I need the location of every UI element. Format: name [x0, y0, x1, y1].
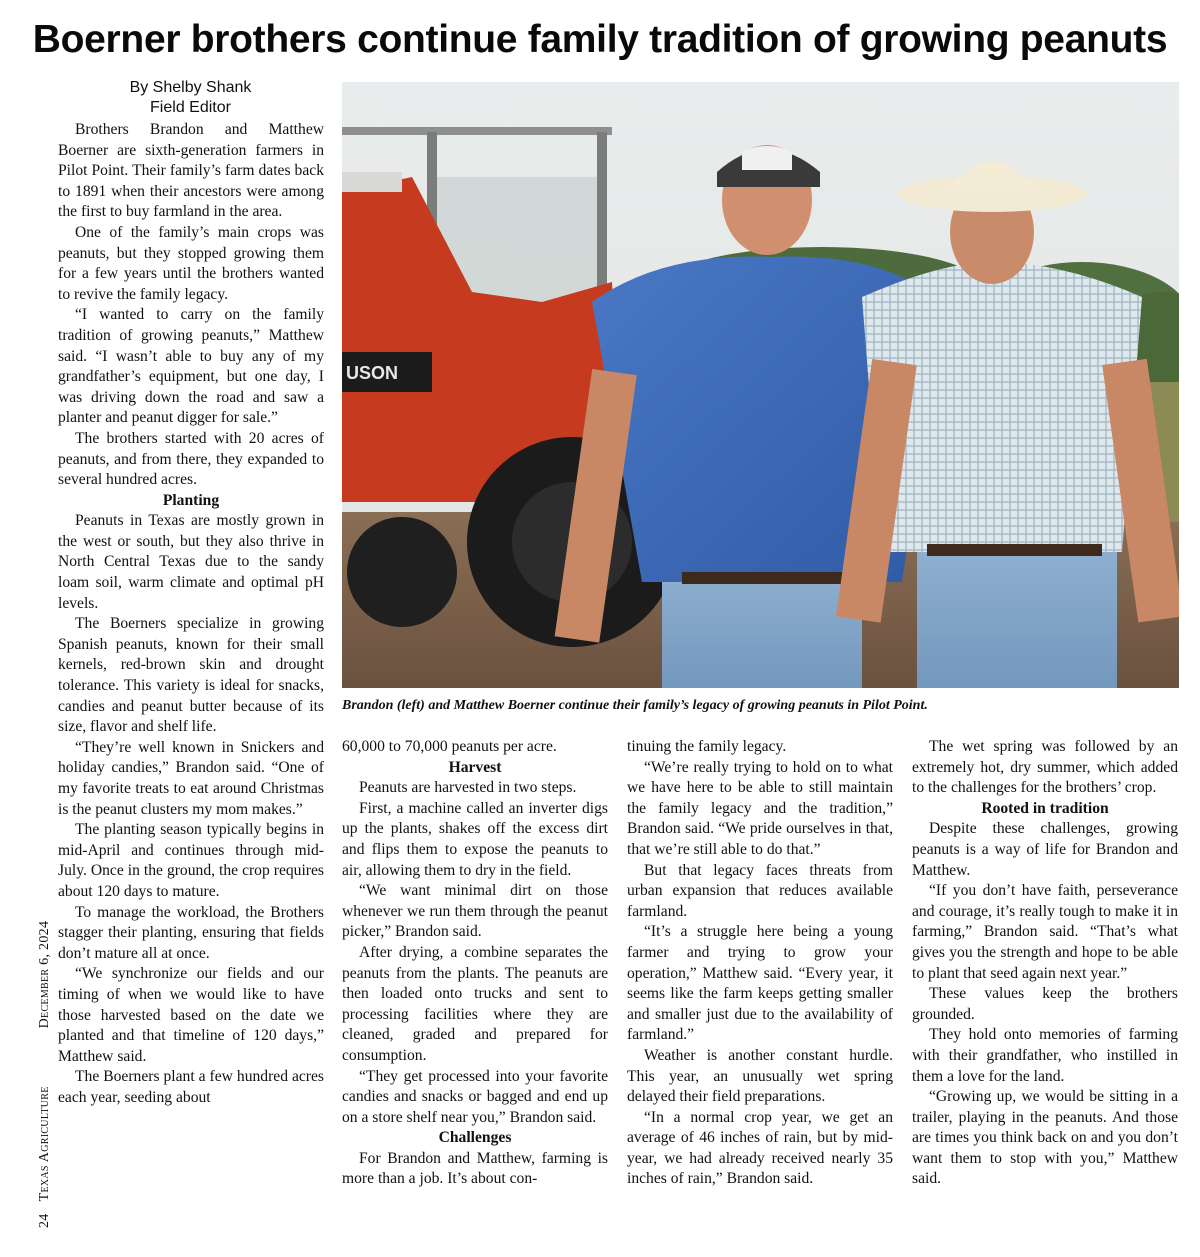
article-paragraph: They hold onto memories of farming with their grandfather, who instilled in them a love for the land.	[912, 1026, 1178, 1085]
article-paragraph: “They’re well known in Snickers and holiday candies,” Brandon said. “One of my favorite treats to eat around Christmas is the peanut clusters my mom makes.”	[58, 738, 324, 818]
section-heading: Rooted in tradition	[981, 799, 1109, 817]
byline-author: By Shelby Shank	[129, 79, 252, 96]
article-paragraph: “Growing up, we would be sitting in a trailer, playing in the peanuts. And those are times you think back on and you don’t want them to stop with you,” Matthew said.	[912, 1088, 1178, 1188]
article-paragraph: “I wanted to carry on the family tradition of growing peanuts,” Matthew said. “I wasn’t able to buy any of my grandfather’s equipment, but one day, I was driving down the road and saw a planter and peanut digger for sale.”	[58, 306, 324, 427]
article-paragraph: “They get processed into your favorite candies and snacks or bagged and end up on a store shelf near you,” Brandon said.	[342, 1067, 608, 1126]
article-paragraph: For Brandon and Matthew, farming is more than a job. It’s about con-	[342, 1149, 608, 1188]
article-paragraph: To manage the workload, the Brothers stagger their planting, ensuring that fields don’t mature all at once.	[58, 903, 324, 962]
article-paragraph: The Boerners specialize in growing Spanish peanuts, known for their small kernels, red-brown skin and drought tolerance. This variety is ideal for snacks, candies and peanut butter because of its size, flavor and shelf life.	[58, 615, 324, 736]
section-heading: Harvest	[448, 758, 502, 776]
article-paragraph: But that legacy faces threats from urban expansion that reduces available farmland.	[627, 861, 893, 920]
article-paragraph: “It’s a struggle here being a young farmer and trying to grow your operation,” Matthew said. “Every year, it seems like the farm keeps getting smaller and smaller just due to the availability of farmland.”	[627, 923, 893, 1044]
article-paragraph: One of the family’s main crops was peanuts, but they stopped growing them for a few years until the brothers wanted to revive the family legacy.	[58, 223, 324, 303]
article-column-4	[912, 737, 1178, 1190]
article-paragraph: The wet spring was followed by an extremely hot, dry summer, which added to the challenges for the brothers’ crop.	[912, 738, 1178, 797]
article-paragraph: First, a machine called an inverter digs up the plants, shakes off the excess dirt and flips them to expose the peanuts to air, allowing them to dry in the field.	[342, 799, 608, 879]
article-paragraph: Despite these challenges, growing peanuts is a way of life for Brandon and Matthew.	[912, 820, 1178, 879]
article-column-2	[342, 737, 608, 1190]
page-footer-text	[37, 921, 53, 1228]
publication-name: Texas Agriculture	[37, 1086, 52, 1202]
article-paragraph: These values keep the brothers grounded.	[912, 985, 1178, 1023]
headline: Boerner brothers continue family tradition of growing peanuts	[32, 18, 1168, 61]
page-footer-vertical	[37, 880, 57, 1230]
feature-photo	[342, 82, 1179, 688]
section-heading: Planting	[162, 491, 220, 509]
article-column-1	[58, 120, 324, 1109]
article-paragraph: “In a normal crop year, we get an average of 46 inches of rain, but by mid-year, we had already received nearly 35 inches of rain,” Brandon said.	[627, 1108, 893, 1188]
page-number: 24	[37, 1213, 52, 1228]
article-paragraph: Peanuts in Texas are mostly grown in the west or south, but they also thrive in North Central Texas due to the sandy loam soil, warm climate and optimal pH levels.	[58, 512, 324, 612]
article-paragraph: tinuing the family legacy.	[627, 738, 787, 755]
photo-caption: Brandon (left) and Matthew Boerner continue their family’s legacy of growing peanuts in Pilot Point.	[342, 698, 928, 713]
article-paragraph: “If you don’t have faith, perseverance and courage, it’s really tough to make it in farming,” Brandon said. “That’s what gives you the strength and hope to be able to plant that seed again next year.”	[912, 882, 1178, 982]
byline	[58, 78, 323, 118]
tractor-brand-text: USON	[346, 363, 399, 383]
article-paragraph: “We’re really trying to hold on to what we have here to be able to still maintain the family legacy and the tradition,” Brandon said. “We pride ourselves in that, that we’re still able to do that.”	[627, 758, 893, 858]
article-paragraph: “We synchronize our fields and our timing of when we would like to have those harvested based on the date we planted and that timeline of 120 days,” Matthew said.	[58, 965, 324, 1065]
article-paragraph: Peanuts are harvested in two steps.	[359, 779, 577, 797]
issue-date: December 6, 2024	[37, 920, 52, 1029]
article-paragraph: The planting season typically begins in mid-April and continues through mid-July. Once in the ground, the crop requires about 120 days to mature.	[58, 821, 324, 900]
article-paragraph: The Boerners plant a few hundred acres each year, seeding about	[58, 1068, 324, 1106]
article-paragraph: After drying, a combine separates the peanuts from the plants. The peanuts are then loaded onto trucks and sent to processing facilities where they are cleaned, graded and prepared for consumption.	[342, 943, 608, 1064]
article-paragraph: “We want minimal dirt on those whenever we run them through the peanut picker,” Brandon said.	[342, 882, 608, 941]
section-heading: Challenges	[438, 1129, 512, 1147]
byline-role: Field Editor	[150, 99, 231, 116]
article-paragraph: The brothers started with 20 acres of peanuts, and from there, they expanded to several hundred acres.	[58, 429, 324, 489]
photo-illustration	[342, 82, 1179, 688]
article-paragraph: 60,000 to 70,000 peanuts per acre.	[342, 738, 557, 755]
article-paragraph: Brothers Brandon and Matthew Boerner are sixth-generation farmers in Pilot Point. Their family’s farm dates back to 1891 when their ancestors were among the first to buy farmland in the area.	[58, 121, 324, 221]
article-paragraph: Weather is another constant hurdle. This year, an unusually wet spring delayed their field preparations.	[627, 1046, 893, 1106]
article-column-3	[627, 737, 893, 1190]
